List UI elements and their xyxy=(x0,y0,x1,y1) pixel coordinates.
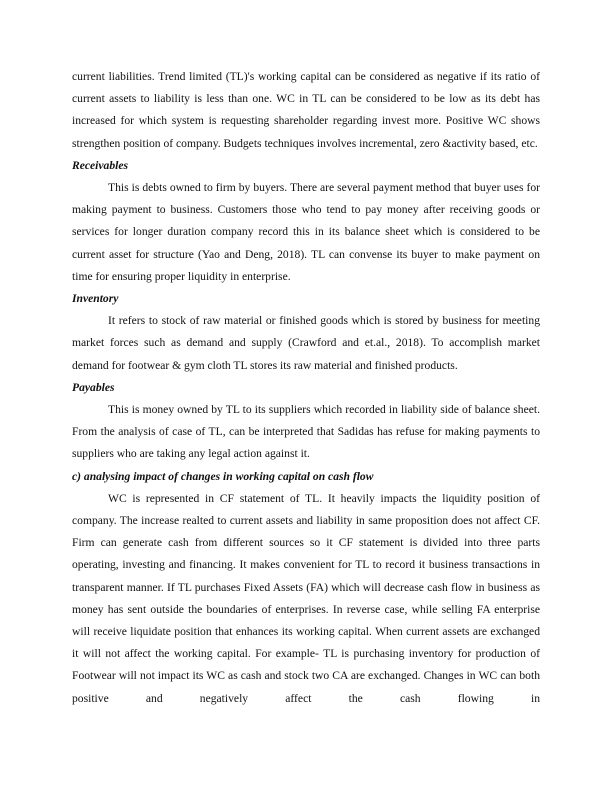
document-page xyxy=(72,66,540,710)
receivables-heading: Receivables xyxy=(72,158,129,172)
inventory-paragraph: It refers to stock of raw material or finished goods which is stored by business for meeting market forces such as demand and supply (Crawford and et.al., 2018). To accomplish market demand for footwear & gym cloth TL stores its raw material and finished products. xyxy=(72,314,540,372)
intro-paragraph: current liabilities. Trend limited (TL)'s working capital can be considered as negative if its ratio of current assets to liability is less than one. WC in TL can be considered to be low as its debt has increased for which system is requesting shareholder regarding invest more. Positive WC shows strengthen position of company. Budgets techniques involves incremental, zero &activity based, etc. xyxy=(72,70,540,150)
payables-paragraph: This is money owned by TL to its suppliers which recorded in liability side of balance sheet. From the analysis of case of TL, can be interpreted that Sadidas has refuse for making payments to suppliers who are taking any legal action against it. xyxy=(72,403,540,461)
cash-flow-heading: c) analysing impact of changes in working capital on cash flow xyxy=(72,469,374,483)
inventory-heading: Inventory xyxy=(72,292,119,306)
receivables-paragraph: This is debts owned to firm by buyers. There are several payment method that buyer uses for making payment to business. Customers those who tend to pay money after receiving goods or services for longer duration company record this in its balance sheet which is considered to be current asset for structure (Yao and Deng, 2018). TL can convense its buyer to make payment on time for ensuring proper liquidity in enterprise. xyxy=(72,181,540,283)
payables-heading: Payables xyxy=(72,380,115,394)
cash-flow-paragraph: WC is represented in CF statement of TL. It heavily impacts the liquidity position of company. The increase realted to current assets and liability in same proposition does not affect CF. Firm can generate cash from different sources so it CF statement is divided into three parts operating, investing and financing. It makes convenient for TL to record it business transactions in transparent manner. If TL purchases Fixed Assets (FA) which will decrease cash flow in business as money has sent outside the boundaries of enterprises. In reverse case, while selling FA enterprise will receive liquidate position that enhances its working capital. When current assets are exchanged it will not affect the working capital. For example- TL is purchasing inventory for production of Footwear will not impact its WC as cash and stock two CA are exchanged. Changes in WC can both positive and negatively affect the cash flowing in xyxy=(72,491,540,705)
